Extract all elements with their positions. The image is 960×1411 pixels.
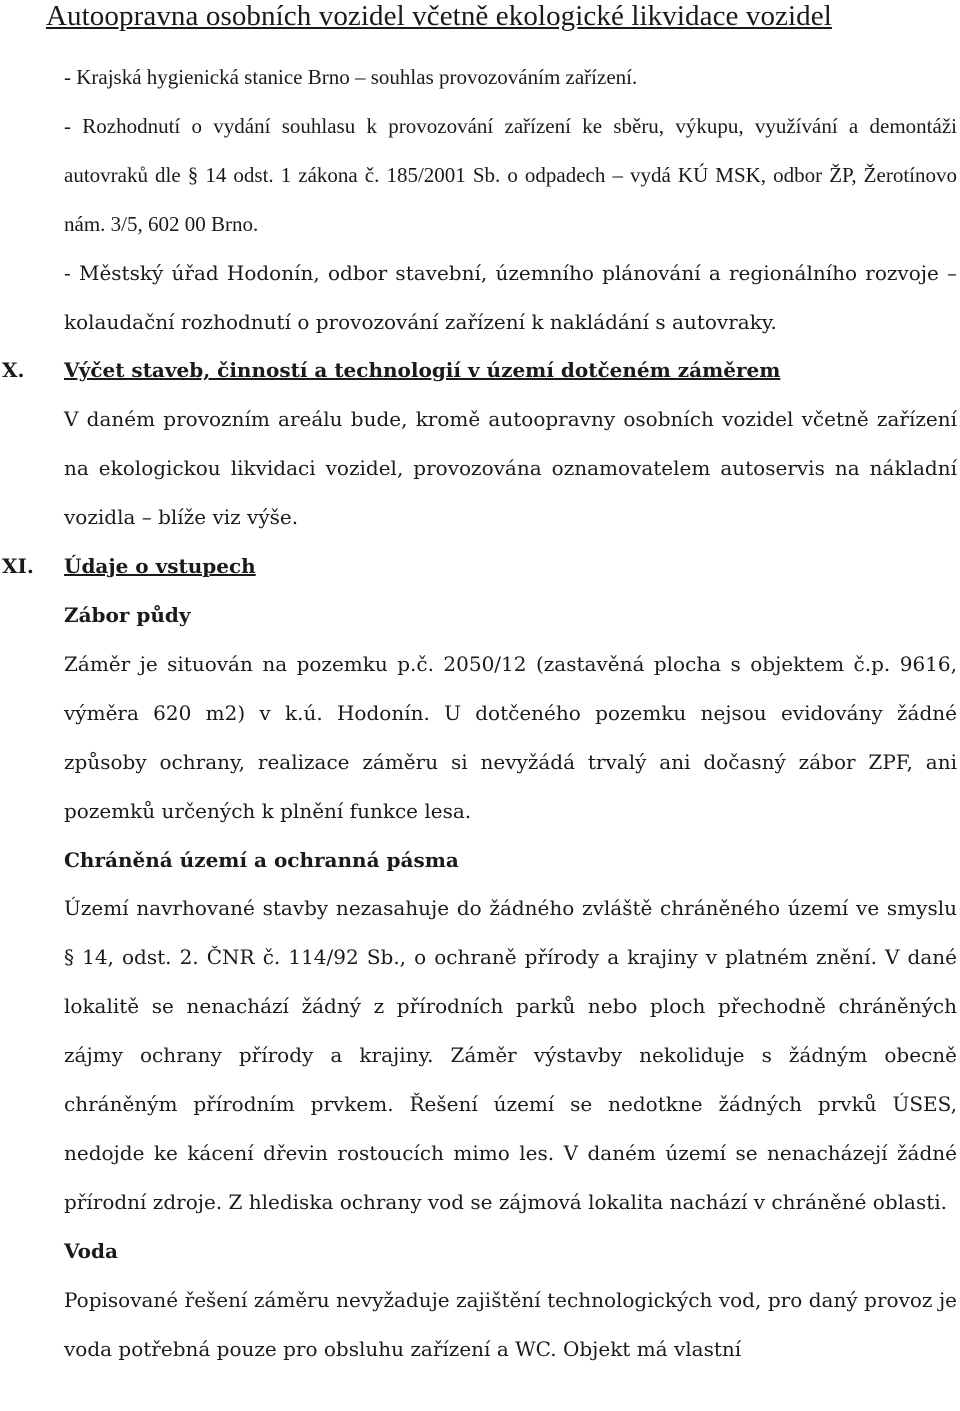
section-xi-number: XI. xyxy=(2,554,34,579)
subsection-heading-water: Voda xyxy=(64,1238,118,1263)
subsection-text-water: Popisované řešení záměru nevyžaduje zajištění technologických vod, pro daný provoz je voda potřebná pouze pro obsluhu zařízení a WC. Objekt má vlastní xyxy=(64,1287,957,1361)
intro-item-building-office: - Městský úřad Hodonín, odbor stavební, územního plánování a regionálního rozvoje – kolaudační rozhodnutí o provozování zařízení k nakládání s autovraky. xyxy=(64,260,957,334)
section-xi-heading xyxy=(2,542,957,591)
intro-item-waste-permit: - Rozhodnutí o vydání souhlasu k provozování zařízení ke sběru, výkupu, využívání a demontáži autovraků dle § 14 odst. 1 zákona č. 185/2001 Sb. o odpadech – vydá KÚ MSK, odbor ŽP, Žerotínovo nám. 3/5, 602 00 Brno. xyxy=(64,113,957,236)
subsection-text-land: Záměr je situován na pozemku p.č. 2050/12 (zastavěná plocha s objektem č.p. 9616, výměra 620 m2) v k.ú. Hodonín. U dotčeného pozemku nejsou evidovány žádné způsoby ochrany, realizace záměru si nevyžádá trvalý ani dočasný zábor ZPF, ani pozemků určených k plnění funkce lesa. xyxy=(64,651,957,823)
subsection-heading-land: Zábor půdy xyxy=(64,602,191,627)
subsection-heading-protected-areas: Chráněná území a ochranná pásma xyxy=(64,847,459,872)
document-title: Autoopravna osobních vozidel včetně ekologické likvidace vozidel xyxy=(46,0,832,32)
section-x-heading xyxy=(2,346,957,395)
subsection-text-protected-areas: Území navrhované stavby nezasahuje do žádného zvláště chráněného území ve smyslu § 14, odst. 2. ČNR č. 114/92 Sb., o ochraně přírody a krajiny v platném znění. V dané lokalitě se nenachází žádný z přírodních parků nebo ploch přechodně chráněných zájmy ochrany přírody a krajiny. Záměr výstavby nekoliduje s žádným obecně chráněným přírodním prvkem. Řešení území se nedotkne žádných prvků ÚSES, nedojde ke kácení dřevin rostoucích mimo les. V daném území se nenacházejí žádné přírodní zdroje. Z hlediska ochrany vod se zájmová lokalita nachází v chráněné oblasti. xyxy=(64,896,957,1214)
section-xi-title: Údaje o vstupech xyxy=(64,554,256,579)
section-x-text: V daném provozním areálu bude, kromě autoopravny osobních vozidel včetně zařízení na ekologickou likvidaci vozidel, provozována oznamovatelem autoservis na nákladní vozidla – blíže viz výše. xyxy=(64,407,957,530)
document-body xyxy=(2,53,957,1373)
section-x-title: Výčet staveb, činností a technologií v území dotčeném záměrem xyxy=(64,358,781,383)
intro-item-hygiene: - Krajská hygienická stanice Brno – souhlas provozováním zařízení. xyxy=(64,65,638,89)
section-x-number: X. xyxy=(2,358,25,383)
